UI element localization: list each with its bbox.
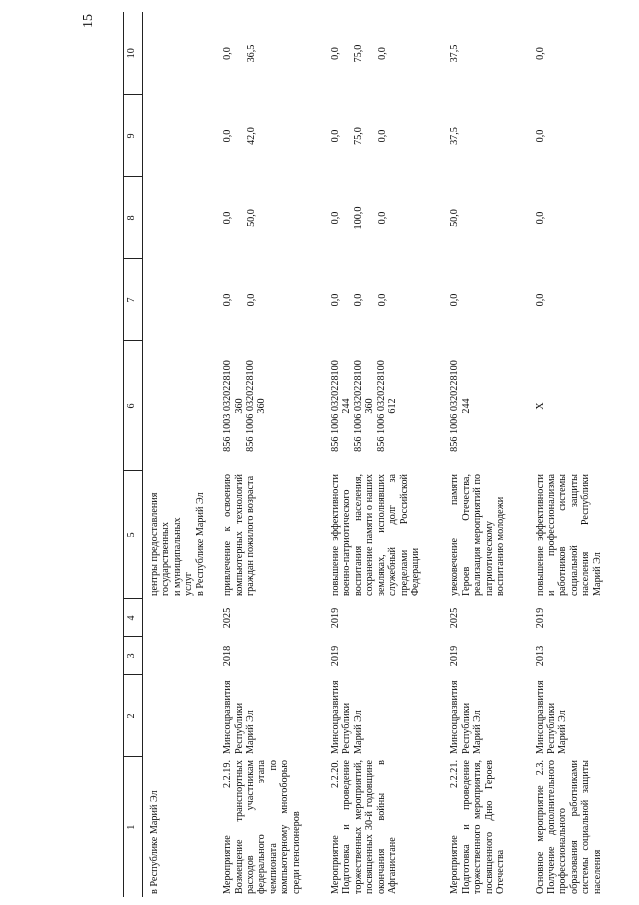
budget-code: 856 1006 0320228100 244 <box>449 360 472 452</box>
column-header-10: 10 <box>124 12 143 95</box>
measure-name: Мероприятие 2.2.21. Подготовка и проведение торжественного мероприятия, посвященного Дню Героев Отечества <box>449 760 507 894</box>
measure-name: Мероприятие 2.2.20. Подготовка и проведение торжественных мероприятий, посвященных 30-й годовщине окончания войны в Афганистане <box>330 760 399 894</box>
value-col-9: 0,0 42,0 <box>222 127 257 145</box>
end-year: 2019 <box>534 607 546 629</box>
column-header-5: 5 <box>124 471 143 599</box>
value-col-7: 0,0 <box>449 293 461 307</box>
column-header-7: 7 <box>124 259 143 341</box>
expected-result: повышение эффективности военно-патриотического воспитания населения, сохранение памяти о наших земляках, исполнявших служебный долг за пределами Российской Федерации <box>330 474 422 596</box>
expected-result: привлечение к освоению компьютерных технологий граждан пожилого возраста <box>222 474 256 596</box>
budget-code: 856 1003 0320228100 360 856 1006 0320228100 360 <box>222 360 268 452</box>
expected-result: повышение эффективности и профессионализма работников системы социальной защиты населения Республики Марий Эл <box>534 474 603 596</box>
table-row <box>447 12 532 897</box>
budget-code: 856 1006 0320228100 244 856 1006 0320228100 360 856 1006 0320228100 612 <box>330 360 399 452</box>
value-col-8: 0,0 <box>534 211 546 225</box>
start-year: 2019 <box>449 645 461 667</box>
expected-result: увековечение памяти Героев Отечества, реализация мероприятий по патриотическому воспитанию молодежи <box>449 474 507 596</box>
value-col-9: 0,0 75,0 0,0 <box>330 127 388 145</box>
table-row <box>533 12 630 897</box>
column-number-row <box>124 12 143 897</box>
executor: Минсоцразвития Республики Марий Эл <box>449 680 484 754</box>
budget-code: X <box>534 402 546 410</box>
value-col-10: 0,0 36,5 <box>222 44 257 63</box>
column-header-3: 3 <box>124 637 143 675</box>
end-year: 2025 <box>222 607 234 629</box>
continuation-result: центры предоставления государственных и муниципальных услуг в Республике Марий Эл <box>149 492 206 596</box>
value-col-7: 0,0 <box>534 293 546 307</box>
value-col-9: 0,0 <box>534 129 546 143</box>
column-header-9: 9 <box>124 95 143 177</box>
value-col-9: 37,5 <box>449 127 461 145</box>
start-year: 2018 <box>222 645 234 667</box>
column-header-2: 2 <box>124 675 143 757</box>
column-header-8: 8 <box>124 177 143 259</box>
measure-name: Основное мероприятие 2.3. Получение дополнительного профессионального образования работниками системы социальной защиты населения <box>534 760 603 894</box>
value-col-10: 0,0 <box>534 47 546 60</box>
value-col-8: 0,0 100,0 0,0 <box>330 206 388 230</box>
value-col-7: 0,0 0,0 <box>222 293 257 307</box>
value-col-7: 0,0 0,0 0,0 <box>330 293 388 307</box>
table-row <box>328 12 447 897</box>
end-year: 2025 <box>449 607 461 629</box>
executor: Минсоцразвития Республики Марий Эл <box>330 680 364 754</box>
program-measures-table <box>123 12 629 897</box>
continuation-text: в Республике Марий Эл <box>149 790 160 894</box>
column-header-4: 4 <box>124 599 143 637</box>
page-number: 15 <box>81 14 96 28</box>
start-year: 2013 <box>534 645 546 667</box>
end-year: 2019 <box>330 607 342 629</box>
value-col-8: 0,0 50,0 <box>222 209 257 227</box>
value-col-10: 37,5 <box>449 44 461 63</box>
table-row <box>220 12 328 897</box>
executor: Минсоцразвития Республики Марий Эл <box>222 680 256 754</box>
column-header-1: 1 <box>124 757 143 897</box>
value-col-10: 0,0 75,0 0,0 <box>330 44 388 63</box>
value-col-8: 50,0 <box>449 209 461 227</box>
executor: Минсоцразвития Республики Марий Эл <box>534 680 569 754</box>
column-header-6: 6 <box>124 341 143 471</box>
continuation-row <box>143 12 221 897</box>
measure-name: Мероприятие 2.2.19. Возмещение транспортных расходов участникам федерального этапа чемпионата по компьютерному многоборью среди пенсионеров <box>222 760 302 894</box>
start-year: 2019 <box>330 645 342 667</box>
